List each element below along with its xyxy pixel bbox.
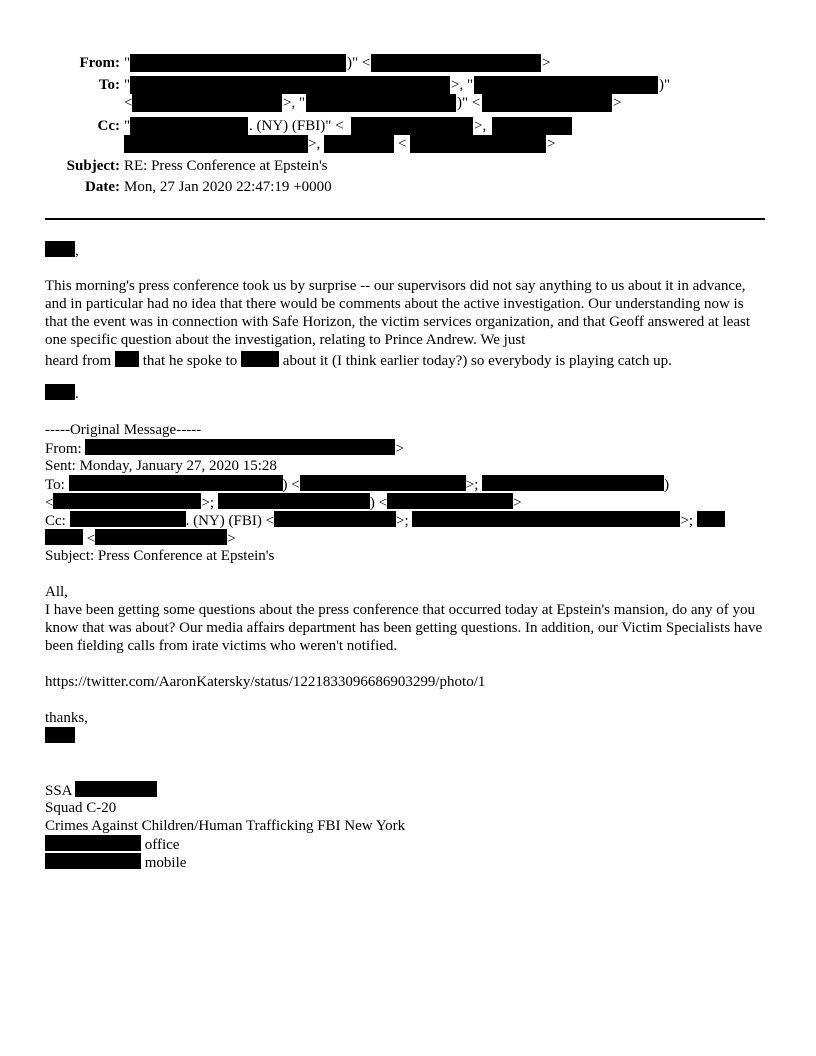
original-body: I have been getting some questions about the press conference that occurred today at Epstein's mansion, do any of you know that was about? Our media affairs department has been getting questions. In addition, our Victim Specialists have been fielding calls from irate victims who weren't notified. xyxy=(45,602,763,654)
redaction xyxy=(324,135,394,153)
redaction xyxy=(697,511,725,527)
original-separator: -----Original Message----- xyxy=(45,422,202,438)
redaction xyxy=(75,781,157,797)
reply-last-line: heard from that he spoke to about it (I think earlier today?) so everybody is playing catch up. xyxy=(45,353,672,369)
redaction xyxy=(306,94,456,112)
cc-label: Cc: xyxy=(97,118,120,134)
original-sent: Sent: Monday, January 27, 2020 15:28 xyxy=(45,458,277,474)
reply-body: This morning's press conference took us by surprise -- our supervisors did not say anything to us about it in advance, and in particular had no idea that there would be comments about the active investigation. Our understanding now is that the event was in connection with Safe Horizon, the victim services organization, and that Geoff answered at least one specific question about the investigation, relating to Prince Andrew. We just xyxy=(45,278,751,348)
date-label: Date: xyxy=(85,179,120,195)
redaction xyxy=(241,351,279,367)
redaction xyxy=(274,511,396,527)
redaction xyxy=(218,493,370,509)
original-from: From: > xyxy=(45,441,404,457)
redaction xyxy=(45,727,75,743)
redaction xyxy=(130,76,450,94)
original-to-2: < >; ) < > xyxy=(45,495,522,511)
redaction xyxy=(387,493,513,509)
original-sender xyxy=(45,727,75,746)
redaction xyxy=(45,241,75,257)
signature-squad: Squad C-20 xyxy=(45,800,117,816)
date-text: Mon, 27 Jan 2020 22:47:19 +0000 xyxy=(124,179,332,195)
original-thanks: thanks, xyxy=(45,710,88,726)
original-cc: Cc: . (NY) (FBI) < >; >; xyxy=(45,511,725,530)
from-label: From: xyxy=(79,55,120,71)
redaction xyxy=(482,94,612,112)
redaction xyxy=(410,135,546,153)
redaction xyxy=(95,529,227,545)
redaction xyxy=(53,493,201,509)
to-label: To: xyxy=(98,77,120,93)
original-greeting: All, xyxy=(45,584,68,600)
redaction xyxy=(115,351,139,367)
signature-unit: Crimes Against Children/Human Trafficking FBI New York xyxy=(45,818,406,834)
original-subject: Subject: Press Conference at Epstein's xyxy=(45,548,275,564)
redaction xyxy=(482,475,664,491)
redaction xyxy=(130,54,346,72)
header-divider xyxy=(45,218,765,220)
redaction xyxy=(124,135,308,153)
redaction xyxy=(45,384,75,400)
redaction xyxy=(371,54,541,72)
redaction xyxy=(69,475,283,491)
redaction xyxy=(45,853,141,869)
reply-signoff: . xyxy=(45,384,79,403)
redaction xyxy=(474,76,658,94)
signature-office: office xyxy=(45,835,179,854)
redaction xyxy=(45,529,83,545)
redaction xyxy=(132,94,282,112)
original-cc-2: < > xyxy=(45,529,236,548)
original-to: To: ) < >; ) xyxy=(45,477,670,493)
redaction xyxy=(70,511,186,527)
salutation: , xyxy=(45,241,79,260)
redaction xyxy=(492,117,572,135)
redaction xyxy=(45,835,141,851)
redaction xyxy=(351,117,473,135)
redaction xyxy=(412,511,680,527)
redaction xyxy=(130,117,248,135)
subject-text: RE: Press Conference at Epstein's xyxy=(124,158,328,174)
signature-mobile: mobile xyxy=(45,853,186,872)
redaction xyxy=(85,439,395,455)
subject-label: Subject: xyxy=(66,158,120,174)
signature-title-row: SSA xyxy=(45,781,157,800)
redaction xyxy=(300,475,466,491)
original-link[interactable]: https://twitter.com/AaronKatersky/status/1221833096686903299/photo/1 xyxy=(45,674,486,690)
